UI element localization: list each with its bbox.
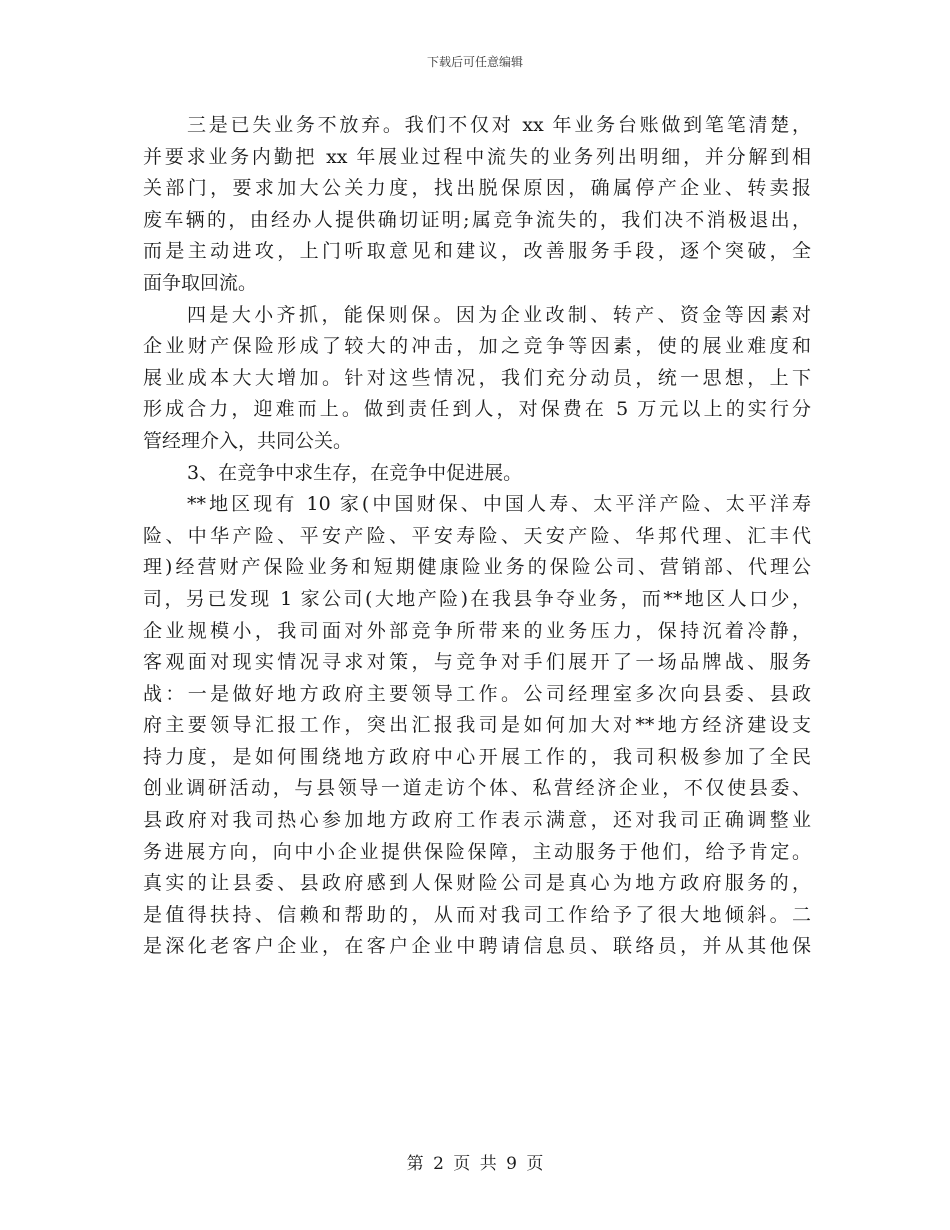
text-line: 战：一是做好地方政府主要领导工作。公司经理室多次向县委、县政 xyxy=(143,682,811,705)
text-line: 关部门，要求加大公关力度，找出脱保原因，确属停产企业、转卖报 xyxy=(143,177,811,200)
text-line: 而是主动进攻，上门听取意见和建议，改善服务手段，逐个突破，全 xyxy=(143,240,811,263)
text-line: 企业规模小，我司面对外部竞争所带来的业务压力，保持沉着冷静， xyxy=(143,619,811,642)
text-line: 客观面对现实情况寻求对策，与竞争对手们展开了一场品牌战、服务 xyxy=(143,651,811,674)
text-line: 持力度，是如何围绕地方政府中心开展工作的，我司积极参加了全民 xyxy=(143,745,811,768)
text-line: 是深化老客户企业，在客户企业中聘请信息员、联络员，并从其他保 xyxy=(143,935,811,958)
text-line: 形成合力，迎难而上。做到责任到人，对保费在 5 万元以上的实行分 xyxy=(143,398,811,421)
text-line: 是值得扶持、信赖和帮助的，从而对我司工作给予了很大地倾斜。二 xyxy=(143,903,811,926)
document-body xyxy=(143,110,811,963)
text-line: **地区现有 10 家(中国财保、中国人寿、太平洋产险、太平洋寿 xyxy=(187,493,811,516)
text-line: 并要求业务内勤把 xx 年展业过程中流失的业务列出明细，并分解到相 xyxy=(143,145,811,168)
text-line: 县政府对我司热心参加地方政府工作表示满意，还对我司正确调整业 xyxy=(143,809,811,832)
text-line: 废车辆的，由经办人提供确切证明;属竞争流失的，我们决不消极退出， xyxy=(143,208,811,231)
text-line: 管经理介入，共同公关。 xyxy=(143,429,353,452)
text-line: 险、中华产险、平安产险、平安寿险、天安产险、华邦代理、汇丰代 xyxy=(143,524,811,547)
text-line: 展业成本大大增加。针对这些情况，我们充分动员，统一思想，上下 xyxy=(143,366,811,389)
page-header: 下载后可任意编辑 xyxy=(426,55,523,69)
text-line: 司，另已发现 1 家公司(大地产险)在我县争夺业务，而**地区人口少， xyxy=(143,587,811,610)
text-line: 三是已失业务不放弃。我们不仅对 xx 年业务台账做到笔笔清楚， xyxy=(187,114,811,136)
page-number-footer: 第 2 页 共 9 页 xyxy=(406,1154,544,1174)
text-line: 真实的让县委、县政府感到人保财险公司是真心为地方政府服务的， xyxy=(143,872,811,895)
text-line: 企业财产保险形成了较大的冲击，加之竞争等因素，使的展业难度和 xyxy=(143,335,811,358)
text-line: 理)经营财产保险业务和短期健康险业务的保险公司、营销部、代理公 xyxy=(143,556,811,579)
text-line: 面争取回流。 xyxy=(143,271,258,294)
text-line: 四是大小齐抓，能保则保。因为企业改制、转产、资金等因素对 xyxy=(187,303,811,326)
text-line: 3、在竞争中求生存，在竞争中促进展。 xyxy=(187,461,523,484)
text-line: 创业调研活动，与县领导一道走访个体、私营经济企业，不仅使县委、 xyxy=(143,777,811,800)
text-line: 府主要领导汇报工作，突出汇报我司是如何加大对**地方经济建设支 xyxy=(143,714,811,737)
text-line: 务进展方向，向中小企业提供保险保障，主动服务于他们，给予肯定。 xyxy=(143,840,811,863)
